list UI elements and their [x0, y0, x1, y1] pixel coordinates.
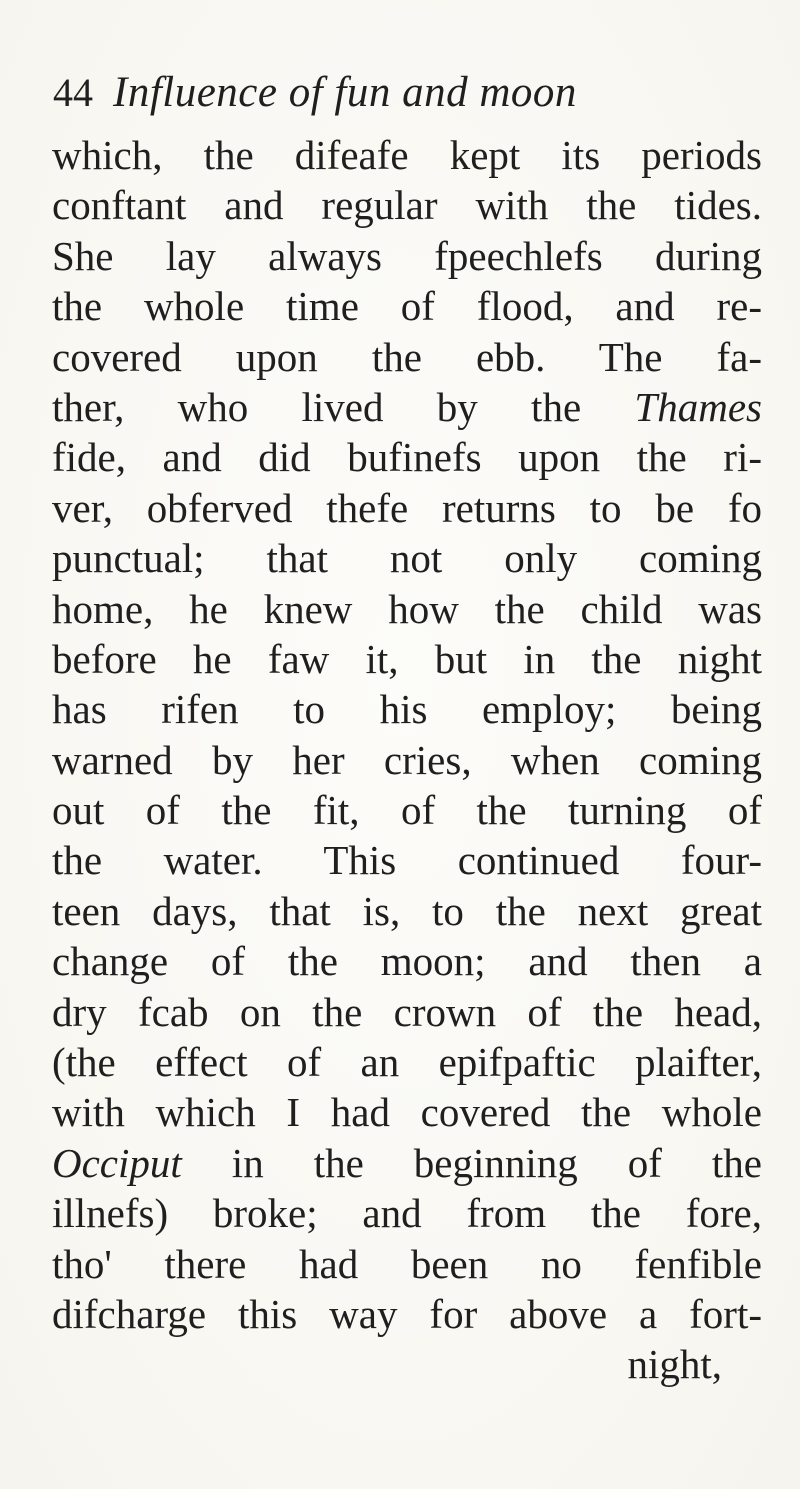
text-line: out of the fit, of the turning of	[52, 787, 762, 834]
text-line: conftant and regular with the tides.	[52, 182, 762, 229]
text-line: dry fcab on the crown of the head,	[52, 988, 762, 1035]
italic-word: Thames	[634, 383, 762, 430]
text-line: fide, and did bufinefs upon the ri-	[52, 434, 762, 481]
running-title: Influence of fun and moon	[113, 69, 577, 116]
text-line: teen days, that is, to the next great	[52, 887, 762, 934]
text-line: illnefs) broke; and from the fore,	[52, 1190, 762, 1237]
text-line: ver, obferved thefe returns to be fo	[52, 484, 762, 531]
text-line: She lay always fpeechlefs during	[52, 232, 762, 279]
text-line: punctual; that not only coming	[52, 535, 762, 582]
running-head	[53, 68, 577, 138]
text-line: the whole time of flood, and re-	[52, 283, 762, 330]
text-line: with which I had covered the whole	[52, 1089, 762, 1136]
text-line: before he faw it, but in the night	[52, 635, 762, 682]
text-line: tho' there had been no fenfible	[52, 1240, 762, 1287]
italic-word: Occiput	[52, 1139, 182, 1186]
text-line: ther, who lived by the Thames	[52, 383, 762, 430]
text-line: (the effect of an epifpaftic plaifter,	[52, 1039, 762, 1086]
page-number: 44	[53, 70, 93, 115]
text-line: which, the difeafe kept its periods	[52, 132, 762, 178]
text-line: the water. This continued four-	[52, 837, 762, 884]
text-line: difcharge this way for above a fort-	[52, 1290, 762, 1337]
text-line: has rifen to his employ; being	[52, 686, 762, 733]
text-line: home, he knew how the child was	[52, 585, 762, 632]
body-text	[52, 130, 762, 1390]
text-line: change of the moon; and then a	[52, 938, 762, 985]
text-line: Occiput in the beginning of the	[52, 1139, 762, 1186]
text-line: night,	[627, 1341, 722, 1388]
text-line: warned by her cries, when coming	[52, 736, 762, 783]
text-line: covered upon the ebb. The fa-	[52, 333, 762, 380]
